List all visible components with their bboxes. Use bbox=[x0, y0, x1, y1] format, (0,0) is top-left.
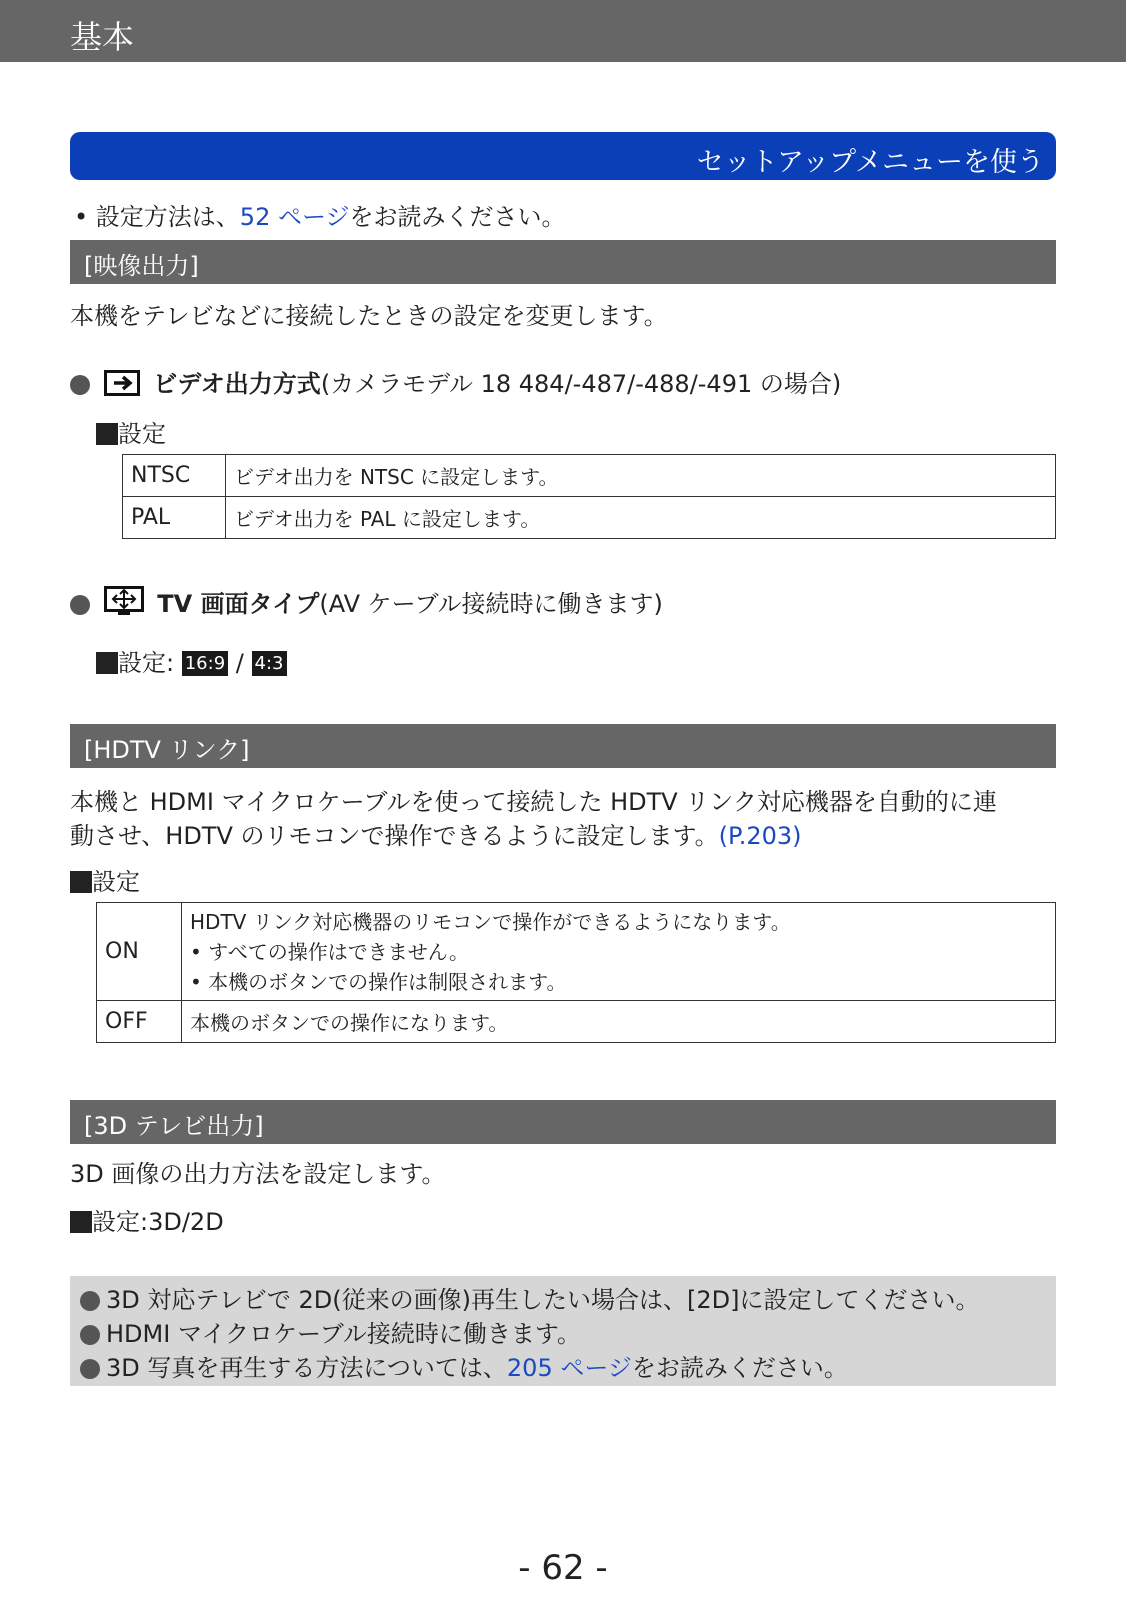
bullet-dot bbox=[80, 1291, 100, 1311]
square-marker bbox=[96, 423, 118, 445]
table-value bbox=[182, 903, 1056, 1001]
video-mode-table bbox=[122, 454, 1056, 539]
bullet-dot bbox=[80, 1325, 100, 1345]
header-bar bbox=[0, 0, 1126, 62]
table-key: ON bbox=[97, 903, 182, 1001]
table-row bbox=[97, 903, 1056, 1001]
bullet: • bbox=[74, 203, 89, 231]
page-link-205[interactable]: 205 ページ bbox=[506, 1354, 632, 1382]
bullet: • bbox=[190, 969, 202, 994]
table-row bbox=[97, 1001, 1056, 1043]
square-marker bbox=[70, 871, 92, 893]
note-line-2 bbox=[80, 1314, 581, 1349]
video-mode-item bbox=[70, 364, 841, 402]
tv3d-heading-text: [3D テレビ出力] bbox=[84, 1112, 264, 1140]
section-title: セットアップメニューを使う bbox=[696, 147, 1044, 178]
note-line-3-text: 3D 写真を再生する方法については、 bbox=[106, 1354, 507, 1382]
settings-label-3 bbox=[70, 862, 140, 897]
table-value: ビデオ出力を PAL に設定します。 bbox=[226, 497, 1056, 539]
settings-label-text: 設定 bbox=[92, 868, 140, 896]
page-number: - 62 - bbox=[518, 1548, 608, 1588]
section-bar bbox=[70, 132, 1056, 180]
table-key: NTSC bbox=[123, 455, 226, 497]
page-link-203[interactable]: (P.203) bbox=[718, 822, 802, 850]
aspect-16-9-badge: 16:9 bbox=[182, 651, 228, 676]
note-line-1 bbox=[80, 1280, 979, 1315]
intro-line bbox=[74, 197, 566, 232]
tv-screen-title: TV 画面タイプ bbox=[157, 590, 320, 618]
hdtv-link-table bbox=[96, 902, 1056, 1043]
video-output-heading bbox=[70, 240, 1056, 284]
aspect-4-3-badge: 4:3 bbox=[252, 651, 287, 676]
header-title: 基本 bbox=[70, 18, 135, 56]
square-marker bbox=[96, 652, 118, 674]
table-value: 本機のボタンでの操作になります。 bbox=[182, 1001, 1056, 1043]
table-row bbox=[123, 455, 1056, 497]
settings-label-2 bbox=[96, 643, 287, 678]
bullet: • bbox=[190, 939, 202, 964]
page-link-52[interactable]: 52 ページ bbox=[239, 203, 350, 231]
settings-label-text: 設定: bbox=[118, 649, 175, 677]
intro-text-after: をお読みください。 bbox=[349, 203, 566, 231]
note-line-1-text: 3D 対応テレビで 2D(従来の画像)再生したい場合は、[2D]に設定してください。 bbox=[106, 1286, 980, 1314]
hdtv-link-heading-text: [HDTV リンク] bbox=[84, 736, 250, 764]
table-row bbox=[123, 497, 1056, 539]
video-output-description: 本機をテレビなどに接続したときの設定を変更します。 bbox=[70, 302, 668, 330]
on-description: HDTV リンク対応機器のリモコンで操作ができるようになります。 bbox=[190, 909, 791, 934]
aspect-separator: / bbox=[235, 649, 244, 677]
on-bullet-1 bbox=[190, 937, 1047, 967]
settings-label-1 bbox=[96, 414, 166, 449]
on-bullet-2-text: 本機のボタンでの操作は制限されます。 bbox=[208, 969, 567, 994]
tv3d-description: 3D 画像の出力方法を設定します。 bbox=[70, 1160, 446, 1188]
settings-label-4 bbox=[70, 1202, 224, 1237]
table-key: OFF bbox=[97, 1001, 182, 1043]
note-line-3 bbox=[80, 1348, 848, 1383]
on-bullet-1-text: すべての操作はできません。 bbox=[208, 939, 469, 964]
notes-box bbox=[70, 1276, 1056, 1386]
tv-screen-icon bbox=[104, 586, 144, 622]
hdtv-description-line1: 本機と HDMI マイクロケーブルを使って接続した HDTV リンク対応機器を自動的に連 bbox=[70, 788, 997, 816]
on-bullet-2 bbox=[190, 967, 1047, 997]
bullet-dot bbox=[70, 595, 90, 615]
video-out-icon bbox=[104, 370, 140, 402]
video-mode-note: (カメラモデル 18 484/-487/-488/-491 の場合) bbox=[320, 370, 842, 398]
tv-screen-item bbox=[70, 584, 663, 622]
hdtv-link-heading bbox=[70, 724, 1056, 768]
settings-label-text: 設定 bbox=[118, 420, 166, 448]
tv-screen-note: (AV ケーブル接続時に働きます) bbox=[319, 590, 663, 618]
note-line-2-text: HDMI マイクロケーブル接続時に働きます。 bbox=[106, 1320, 581, 1348]
settings-label-text: 設定:3D/2D bbox=[92, 1208, 224, 1236]
bullet-dot bbox=[80, 1359, 100, 1379]
intro-text: 設定方法は、 bbox=[95, 203, 240, 231]
video-mode-title: ビデオ出力方式 bbox=[153, 370, 321, 398]
bullet-dot bbox=[70, 375, 90, 395]
table-key: PAL bbox=[123, 497, 226, 539]
table-value: ビデオ出力を NTSC に設定します。 bbox=[226, 455, 1056, 497]
hdtv-description-text: 動させ、HDTV のリモコンで操作できるように設定します。 bbox=[70, 822, 719, 850]
square-marker bbox=[70, 1211, 92, 1233]
note-line-3-after: をお読みください。 bbox=[631, 1354, 848, 1382]
video-output-heading-text: [映像出力] bbox=[84, 252, 199, 280]
hdtv-description-line2 bbox=[70, 816, 802, 851]
tv3d-heading bbox=[70, 1100, 1056, 1144]
